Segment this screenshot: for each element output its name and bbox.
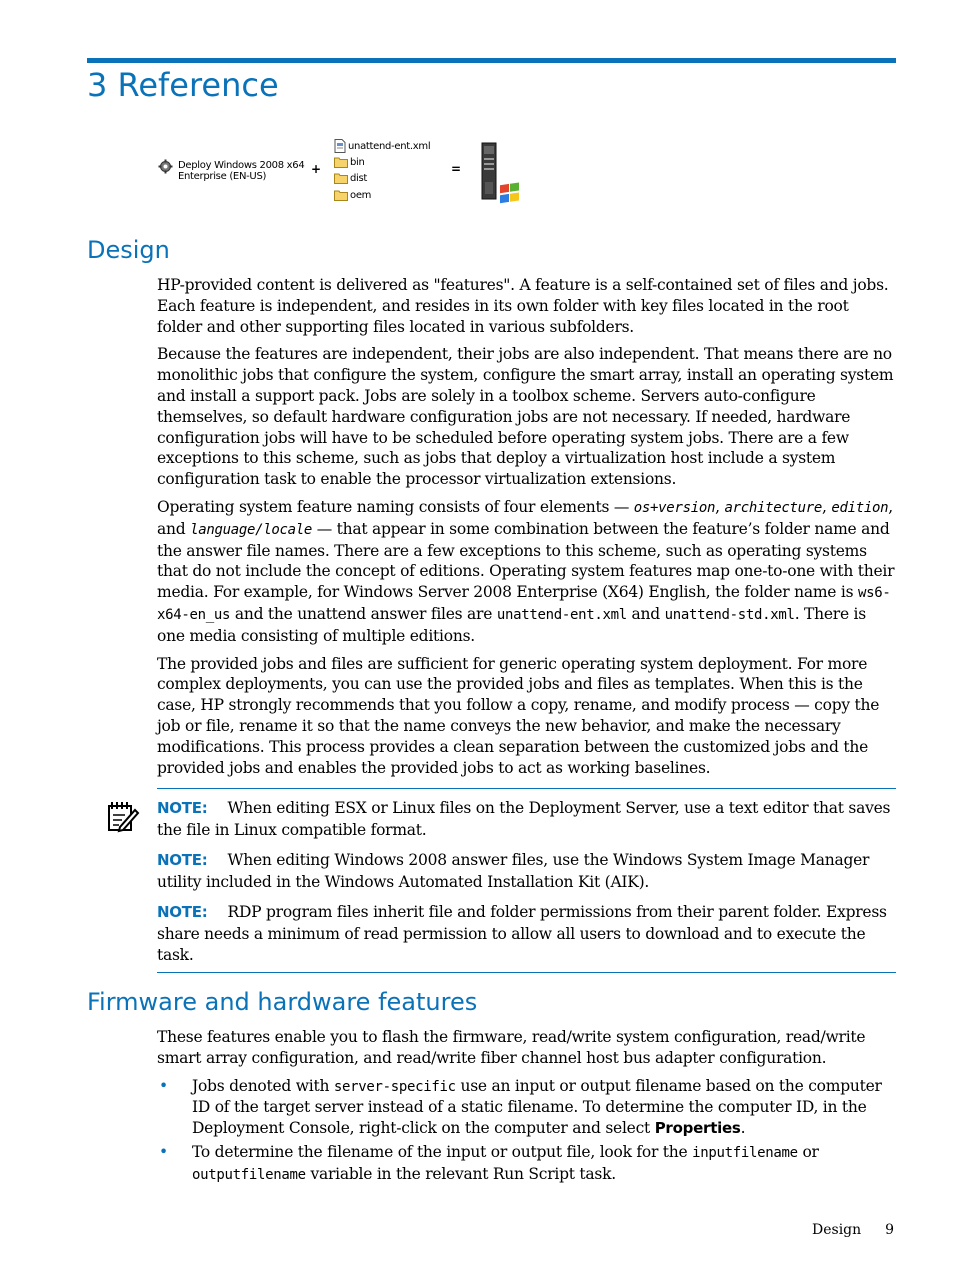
folder-item: [334, 156, 365, 168]
page-number: 9: [885, 1222, 895, 1238]
chapter-title: 3 Reference: [87, 66, 279, 104]
paragraph: These features enable you to flash the firmware, read/write system configuration, read/write smart array configuration, and read/write fiber channel host bus adapter configuration.: [157, 1028, 866, 1067]
paragraph: HP-provided content is delivered as "features". A feature is a self-contained set of files and jobs. Each feature is independent, and resides in its own folder with key files located in the root folder and other supporting files located in various subfolders.: [157, 276, 889, 336]
note-label: NOTE:: [157, 851, 208, 869]
file-name: unattend-ent.xml: [348, 141, 431, 152]
page-footer: [812, 1222, 894, 1238]
job-label-line1: Deploy Windows 2008 x64: [178, 160, 305, 171]
blade-server-windows-icon: [480, 142, 524, 212]
list-item: • To determine the filename of the input or output file, look for the inputfilename or outputfilename variable in the relevant Run Script task.: [159, 1142, 819, 1183]
gear-job-icon: [158, 159, 173, 177]
note-icon: [106, 800, 140, 838]
section-heading-design: Design: [87, 236, 170, 264]
paragraph: Operating system feature naming consists of four elements — os+version, architecture, edition, and language/locale — that appear in some combination between the feature’s folder name and the answer file names. There are a few exceptions to this scheme, such as operating systems that do not include the concept of editions. Operating system features map one-to-one with their media. For example, for Windows Server 2008 Enterprise (X64) English, the folder name is ws6-x64-en_us and the unattend answer files are unattend-ent.xml and unattend-std.xml. There is one media consisting of multiple editions.: [157, 497, 895, 645]
note-item: NOTE: RDP program files inherit file and folder permissions from their parent folder. Express share needs a minimum of read permission to allow all users to download and to execute the task.: [157, 903, 887, 964]
paragraph: The provided jobs and files are sufficient for generic operating system deployment. For more complex deployments, you can use the provided jobs and files as templates. When this is the case, HP strongly recommends that you follow a copy, rename, and modify process — copy the job or file, rename it so that the name conveys the new behavior, and make the necessary modifications. This process provides a clean separation between the customized jobs and the provided jobs and enables the provided jobs to act as working baselines.: [157, 654, 880, 777]
footer-section: Design: [812, 1222, 862, 1238]
list-item: • Jobs denoted with server-specific use an input or output filename based on the computer ID of the target server instead of a static filename. To determine the computer ID, in the Deployment Console, right-click on the computer and select Properties.: [159, 1076, 882, 1138]
design-body: [157, 275, 896, 785]
paragraph: Because the features are independent, their jobs are also independent. That means there are no monolithic jobs that configure the system, configure the smart array, install an operating system and install a support pack. Jobs are solely in a toolbox scheme. Servers auto-configure themselves, so default hardware configuration jobs are not necessary. If needed, hardware configuration jobs will have to be scheduled before operating system jobs. There are a few exceptions to this scheme, such as jobs that deploy a virtualization host include a system configuration task to enable the processor virtualization extensions.: [157, 345, 894, 489]
section-heading-firmware: Firmware and hardware features: [87, 988, 478, 1016]
note-item: NOTE: When editing ESX or Linux files on the Deployment Server, use a text editor that saves the file in Linux compatible format.: [157, 799, 891, 839]
plus-sign: +: [311, 162, 322, 176]
notes-block: [157, 798, 896, 967]
bullet-icon: •: [159, 1142, 168, 1161]
job-label-line2: Enterprise (EN-US): [178, 171, 267, 182]
folder-name: oem: [350, 190, 372, 201]
folder-name: dist: [350, 173, 368, 184]
note-label: NOTE:: [157, 903, 208, 921]
note-top-rule: [157, 788, 896, 789]
folder-item: [334, 172, 367, 184]
equals-sign: =: [451, 162, 462, 176]
firmware-body: [157, 1027, 896, 1189]
folder-icon: [334, 189, 348, 201]
chapter-rule: [87, 58, 896, 63]
folder-icon: [334, 172, 348, 184]
bullet-list: [157, 1076, 896, 1186]
note-label: NOTE:: [157, 799, 208, 817]
folder-icon: [334, 156, 348, 168]
note-item: NOTE: When editing Windows 2008 answer files, use the Windows System Image Manager utility included in the Windows Automated Installation Kit (AIK).: [157, 851, 870, 891]
bullet-icon: •: [159, 1076, 168, 1095]
note-bottom-rule: [157, 972, 896, 973]
folder-name: bin: [350, 157, 365, 168]
file-item: [334, 139, 430, 153]
folder-item: [334, 189, 371, 201]
xml-file-icon: [334, 139, 346, 153]
